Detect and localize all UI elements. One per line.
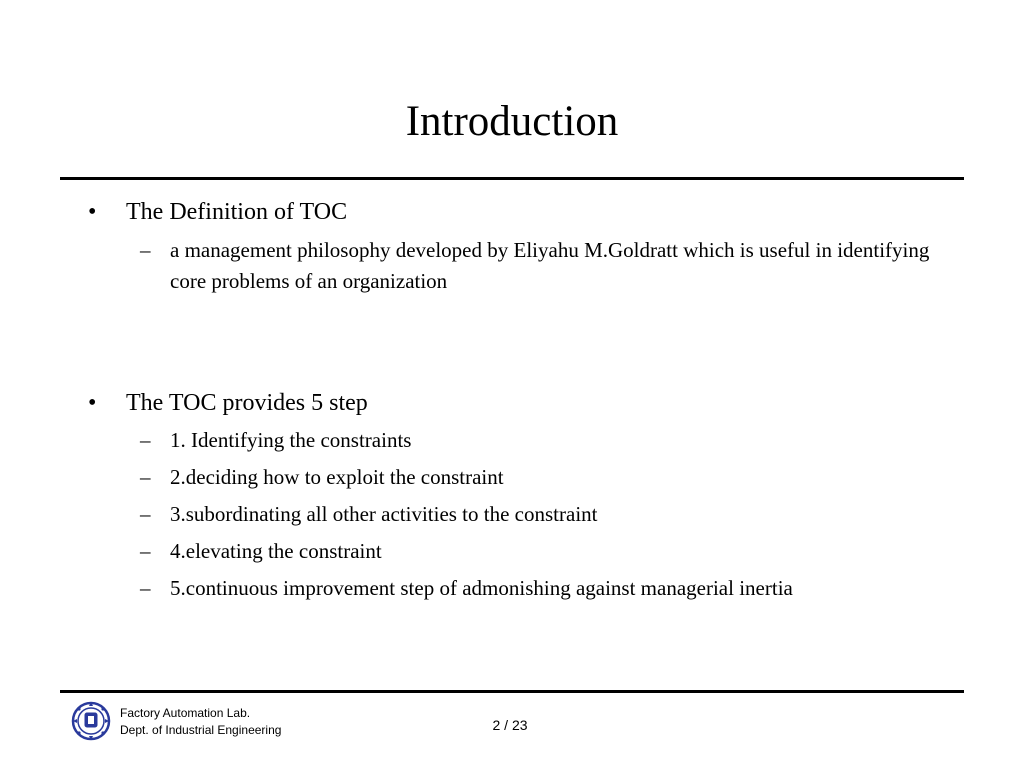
dash-icon: – — [140, 502, 151, 526]
bullet-text: The Definition of TOC — [126, 199, 348, 225]
footer-dept: Dept. of Industrial Engineering — [120, 723, 282, 737]
dash-icon: – — [140, 238, 151, 262]
step-text: 5.continuous improvement step of admonishing against managerial inertia — [170, 576, 793, 600]
dash-icon: – — [140, 539, 151, 563]
step-text: 2.deciding how to exploit the constraint — [170, 465, 504, 489]
step-text: 4.elevating the constraint — [170, 539, 382, 563]
step-1 — [140, 425, 930, 456]
dash-icon: – — [140, 576, 151, 600]
dash-icon: – — [140, 465, 151, 489]
step-3 — [140, 499, 930, 530]
page-number: 2 / 23 — [492, 717, 528, 733]
footer-affiliation — [120, 705, 281, 739]
footer-lab: Factory Automation Lab. — [120, 706, 251, 720]
dash-icon: – — [140, 428, 151, 452]
sub-bullet-text: a management philosophy developed by Eliyahu M.Goldratt which is useful in identifying core problems of an organization — [170, 238, 930, 293]
bullet-text: The TOC provides 5 step — [126, 390, 368, 416]
step-text: 3.subordinating all other activities to the constraint — [170, 502, 598, 526]
step-2 — [140, 462, 930, 493]
bullet-icon: • — [88, 199, 97, 225]
bullet-icon: • — [88, 390, 97, 416]
step-5 — [140, 573, 930, 604]
sub-bullet-definition — [140, 235, 930, 297]
footer-divider — [60, 690, 964, 693]
step-text: 1. Identifying the constraints — [170, 428, 412, 452]
university-emblem-icon — [71, 700, 111, 742]
slide-title: Introduction — [405, 98, 619, 145]
step-4 — [140, 536, 930, 567]
